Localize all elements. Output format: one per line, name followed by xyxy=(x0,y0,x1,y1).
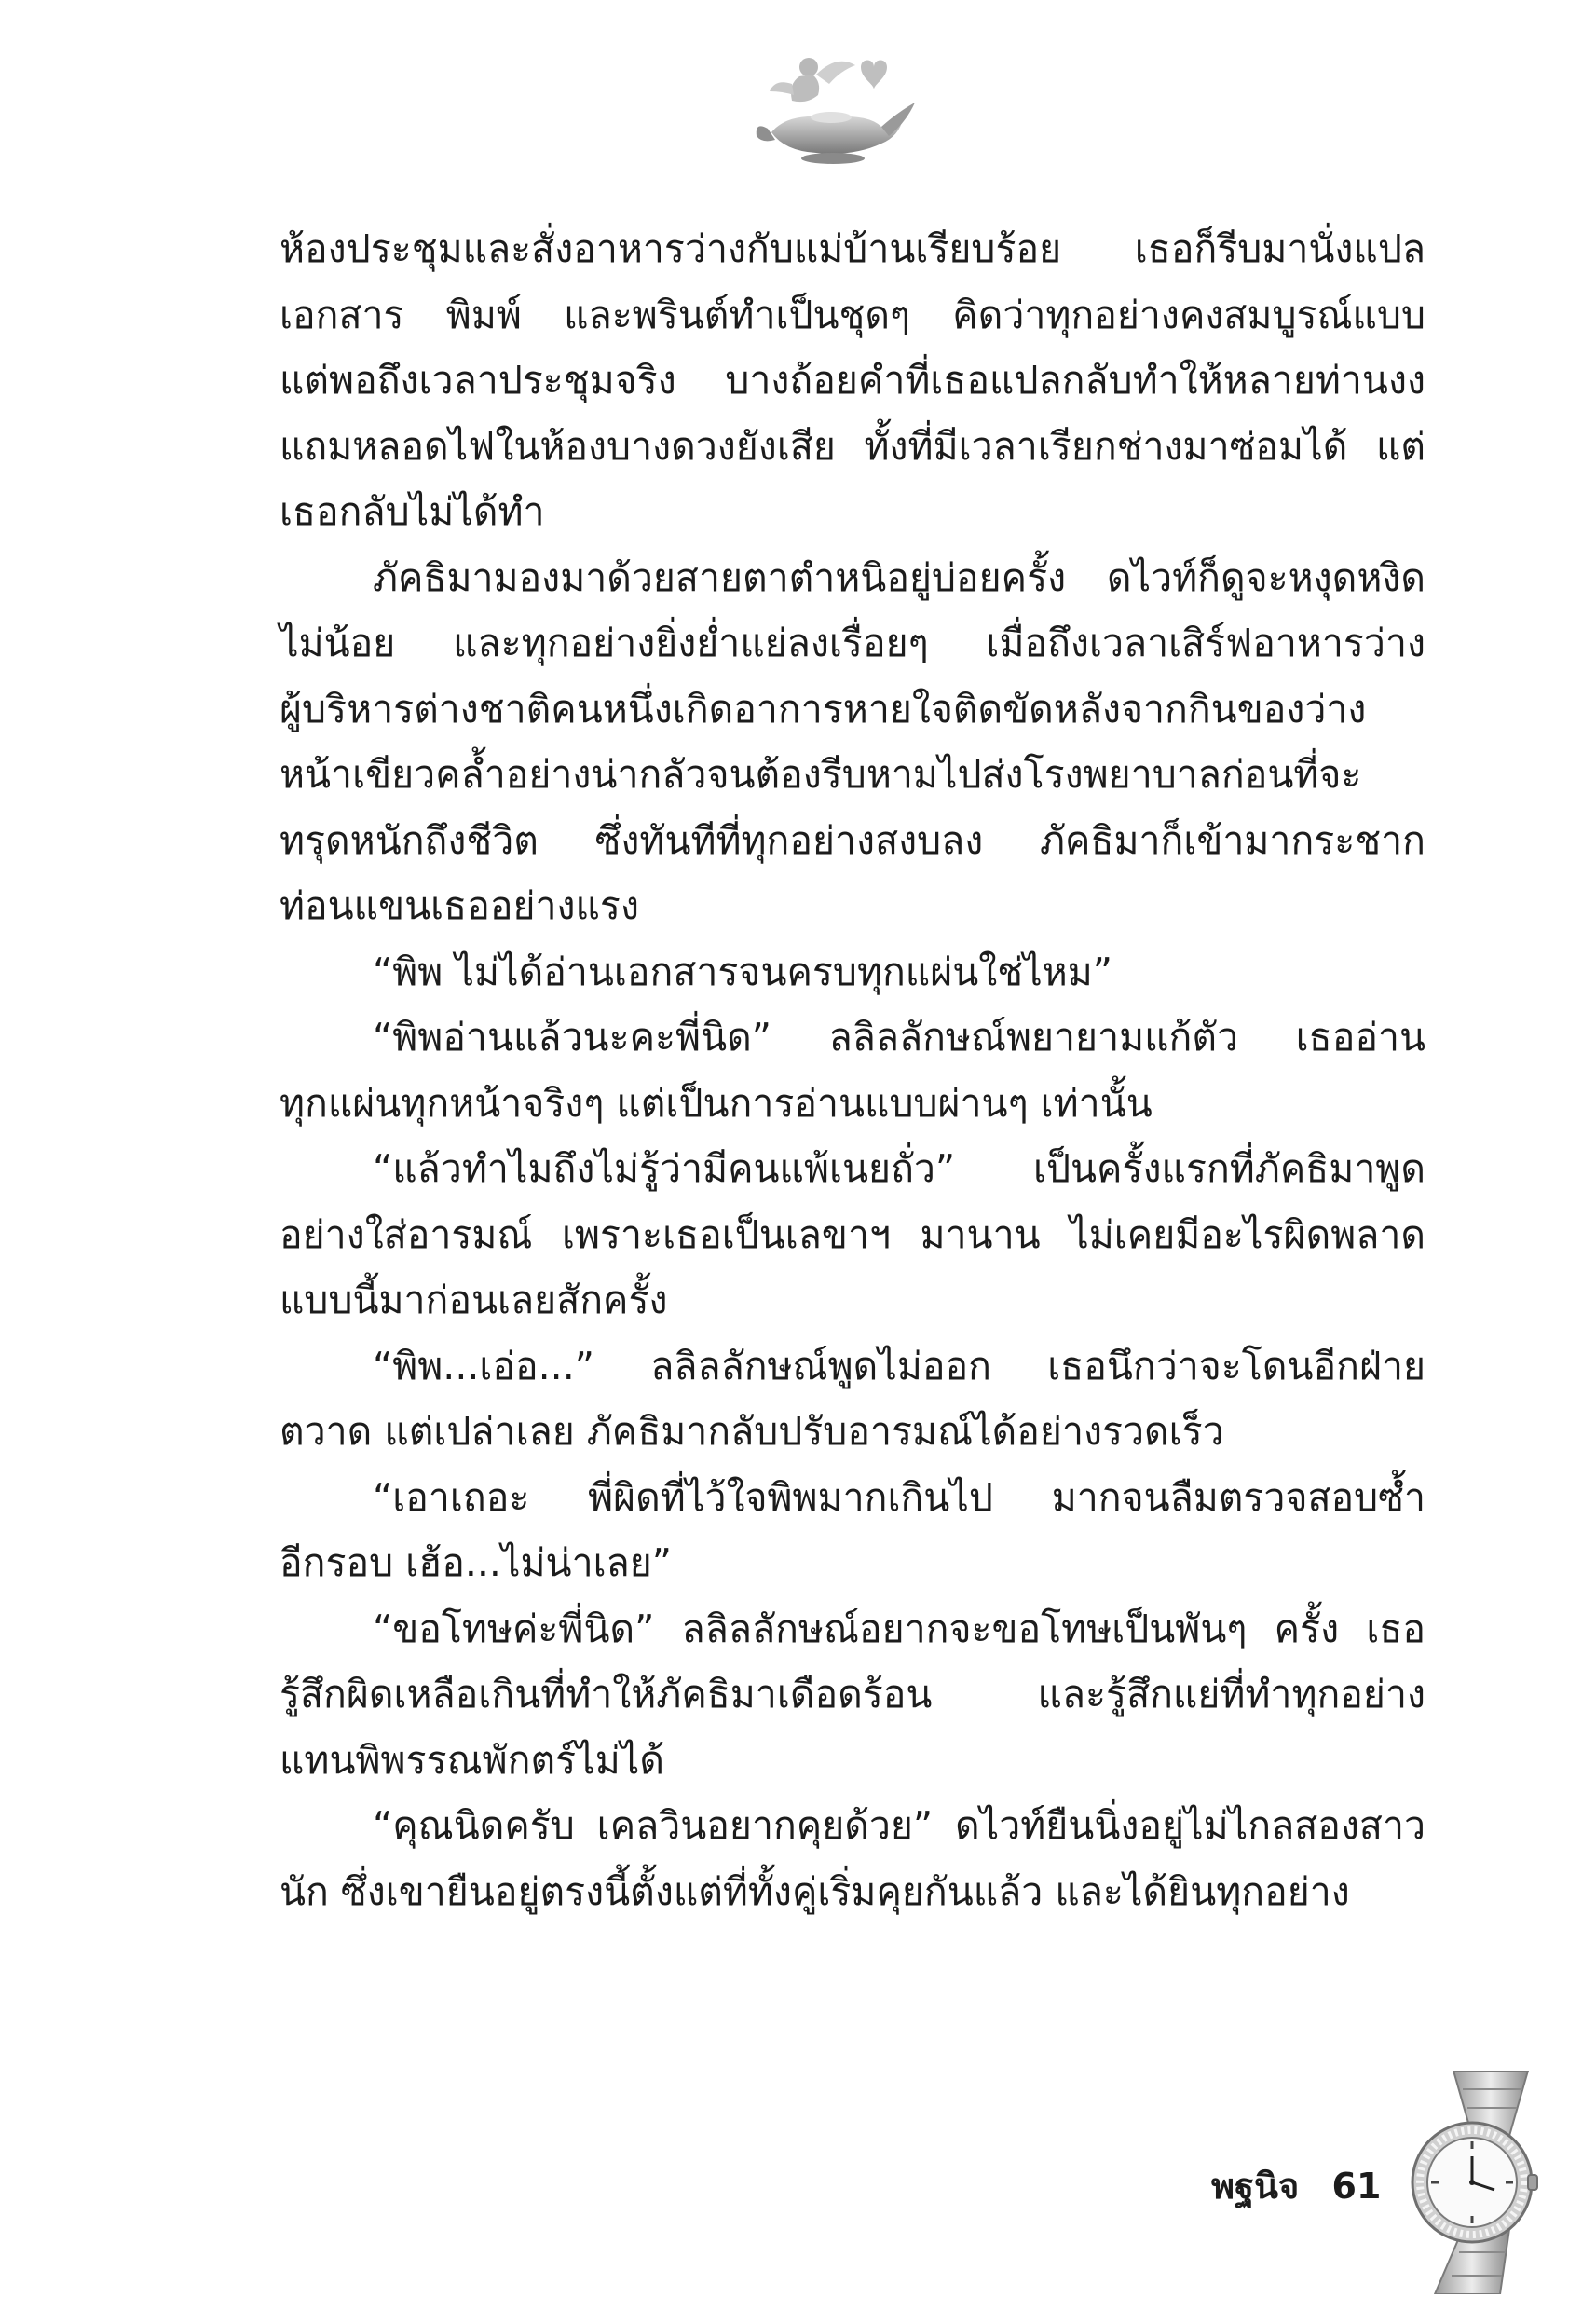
running-title: พฐนิจ xyxy=(1211,2166,1300,2207)
text-line: แถมหลอดไฟในห้องบางดวงยังเสีย ทั้งที่มีเวลาเรียกช่างมาซ่อมได้ แต่ xyxy=(280,423,1425,469)
text-line: แต่พอถึงเวลาประชุมจริง บางถ้อยคำที่เธอแปลกลับทำให้หลายท่านงง xyxy=(280,358,1425,403)
paragraph xyxy=(280,1333,1425,1465)
text-line: ท่อนแขนเธออย่างแรง xyxy=(280,883,639,928)
text-line: อย่างใส่อารมณ์ เพราะเธอเป็นเลขาฯ มานาน ไม่เคยมีอะไรผิดพลาด xyxy=(280,1211,1425,1257)
text-line: “เอาเถอะ พี่ผิดที่ไว้ใจพิพมากเกินไป มากจนลืมตรวจสอบซ้ำ xyxy=(373,1474,1425,1520)
text-line: ไม่น้อย และทุกอย่างยิ่งย่ำแย่ลงเรื่อยๆ เมื่อถึงเวลาเสิร์ฟอาหารว่าง xyxy=(280,621,1425,665)
text-line: “คุณนิดครับ เคลวินอยากคุยด้วย” ดไวท์ยืนนิ่งอยู่ไม่ไกลสองสาว xyxy=(373,1803,1425,1848)
story-text xyxy=(280,216,1425,1924)
text-line: “พิพอ่านแล้วนะคะพี่นิด” ลลิลลักษณ์พยายามแก้ตัว เธออ่าน xyxy=(373,1015,1425,1060)
paragraph xyxy=(280,1136,1425,1333)
text-line: “พิพ...เอ่อ...” ลลิลลักษณ์พูดไม่ออก เธอนึกว่าจะโดนอีกฝ่าย xyxy=(373,1343,1425,1388)
text-line: นัก ซึ่งเขายืนอยู่ตรงนี้ตั้งแต่ที่ทั้งคู่เริ่มคุยกันแล้ว และได้ยินทุกอย่าง xyxy=(280,1868,1350,1914)
text-line: ภัคธิมามองมาด้วยสายตาตำหนิอยู่บ่อยครั้ง ดไวท์ก็ดูจะหงุดหงิด xyxy=(373,554,1425,600)
text-line: เธอกลับไม่ได้ทำ xyxy=(280,489,545,534)
text-line: แบบนี้มาก่อนเลยสักครั้ง xyxy=(280,1278,668,1322)
text-line: เอกสาร พิมพ์ และพรินต์ทำเป็นชุดๆ คิดว่าทุกอย่างคงสมบูรณ์แบบ xyxy=(280,292,1425,337)
text-line: “ขอโทษค่ะพี่นิด” ลลิลลักษณ์อยากจะขอโทษเป็นพันๆ ครั้ง เธอ xyxy=(373,1606,1425,1651)
text-line: “พิพ ไม่ได้อ่านเอกสารจนครบทุกแผ่นใช่ไหม” xyxy=(373,949,1113,994)
wristwatch-icon xyxy=(1398,2071,1547,2294)
text-line: รู้สึกผิดเหลือเกินที่ทำให้ภัคธิมาเดือดร้อน และรู้สึกแย่ที่ทำทุกอย่าง xyxy=(280,1672,1425,1716)
page-footer xyxy=(1211,2157,1398,2207)
paragraph xyxy=(280,1793,1425,1924)
text-line: ห้องประชุมและสั่งอาหารว่างกับแม่บ้านเรียบร้อย เธอก็รีบมานั่งแปล xyxy=(280,226,1425,271)
text-line: แทนพิพรรณพักตร์ไม่ได้ xyxy=(280,1737,665,1783)
paragraph xyxy=(280,545,1425,939)
paragraph xyxy=(280,1465,1425,1596)
text-line: ทรุดหนักถึงชีวิต ซึ่งทันทีที่ทุกอย่างสงบลง ภัคธิมาก็เข้ามากระชาก xyxy=(280,817,1425,863)
text-line: ผู้บริหารต่างชาติคนหนึ่งเกิดอาการหายใจติดขัดหลังจากกินของว่าง xyxy=(280,686,1367,732)
paragraph xyxy=(280,1005,1425,1136)
text-line: หน้าเขียวคล้ำอย่างน่ากลัวจนต้องรีบหามไปส่งโรงพยาบาลก่อนที่จะ xyxy=(280,752,1362,797)
paragraph xyxy=(280,216,1425,545)
text-line: อีกรอบ เฮ้อ...ไม่น่าเลย” xyxy=(280,1540,673,1585)
text-line: “แล้วทำไมถึงไม่รู้ว่ามีคนแพ้เนยถั่ว” เป็นครั้งแรกที่ภัคธิมาพูด xyxy=(373,1146,1425,1191)
magic-lamp-cupid-icon xyxy=(751,47,919,168)
page-number: 61 xyxy=(1331,2166,1382,2207)
paragraph xyxy=(280,939,1425,1005)
paragraph xyxy=(280,1596,1425,1794)
text-line: ทุกแผ่นทุกหน้าจริงๆ แต่เป็นการอ่านแบบผ่านๆ เท่านั้น xyxy=(280,1080,1153,1126)
text-line: ตวาด แต่เปล่าเลย ภัคธิมากลับปรับอารมณ์ได้อย่างรวดเร็ว xyxy=(280,1409,1224,1454)
